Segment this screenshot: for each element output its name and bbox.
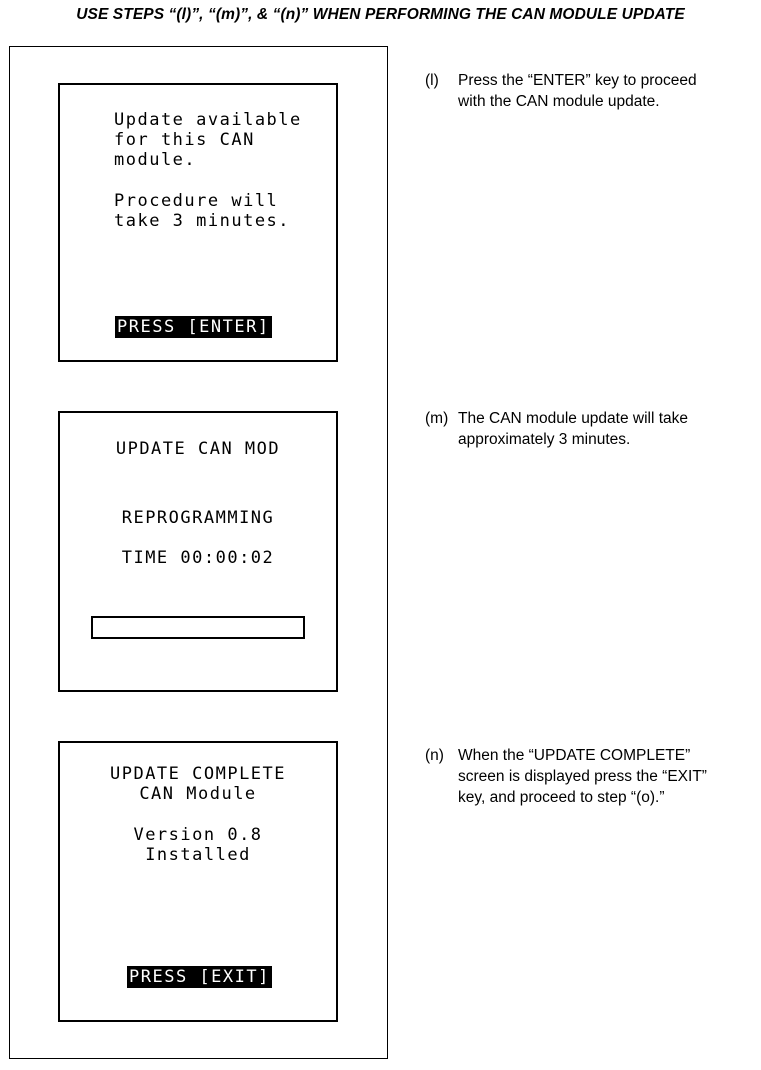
step-text: When the “UPDATE COMPLETE” screen is displayed press the “EXIT” key, and proceed to step “(o).” [458,747,707,806]
screen-text-line: Update available [114,110,302,130]
screen-text-line: for this CAN [114,130,255,150]
progress-bar [91,616,305,639]
page-heading: USE STEPS “(l)”, “(m)”, & “(n)” WHEN PERFORMING THE CAN MODULE UPDATE [76,6,685,23]
screen-text-line: Procedure will [114,191,279,211]
reprogramming-status: REPROGRAMMING [121,508,275,528]
screen-title: UPDATE CAN MOD [115,439,281,459]
press-exit-prompt: PRESS [EXIT] [129,967,270,987]
lcd-screen-update-complete [58,741,338,1022]
screen-title: UPDATE COMPLETE [109,764,287,784]
installed-text: Installed [145,845,251,865]
step-label: (n) [425,747,444,764]
press-enter-prompt: PRESS [ENTER] [117,317,270,337]
step-label: (l) [425,72,439,89]
lcd-screen-update-available [58,83,338,362]
step-text: The CAN module update will take approximately 3 minutes. [458,410,689,448]
module-name: CAN Module [139,784,257,804]
screen-text-line: module. [114,150,197,170]
step-text: Press the “ENTER” key to proceed with the CAN module update. [458,72,697,110]
screen-text-line: take 3 minutes. [114,211,291,231]
version-text: Version 0.8 [133,825,263,845]
step-label: (m) [425,410,449,427]
lcd-screen-reprogramming [58,411,338,692]
elapsed-time: TIME 00:00:02 [121,548,275,568]
